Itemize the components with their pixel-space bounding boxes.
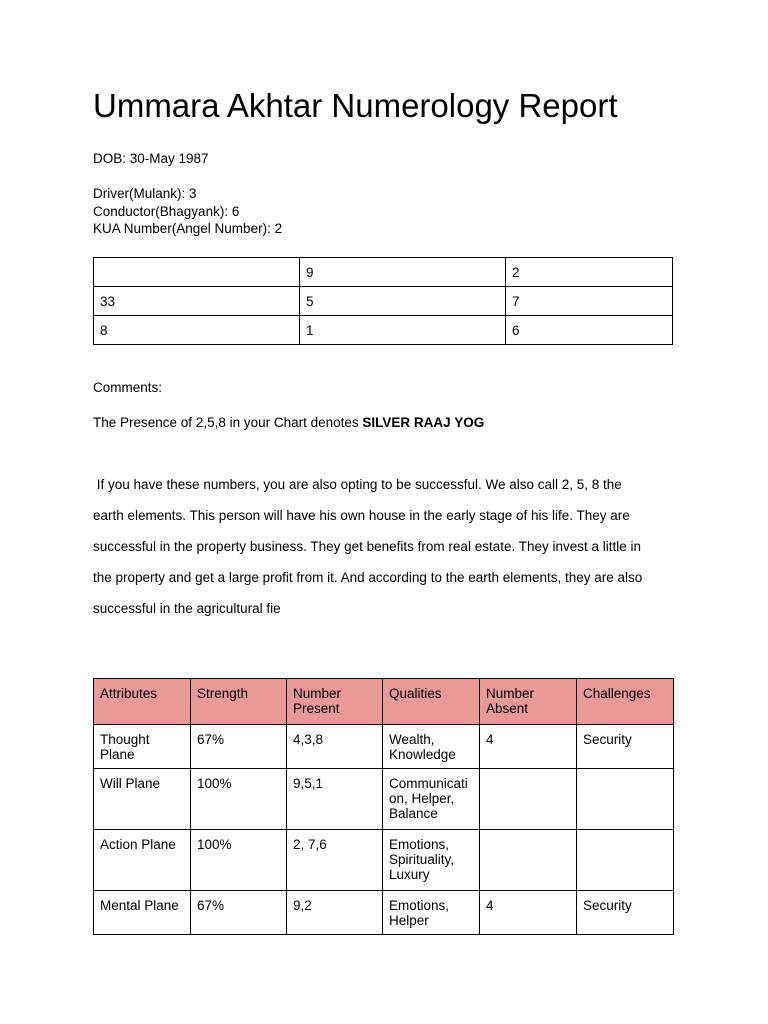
table-row [94, 830, 674, 891]
grid-cell: 1 [300, 316, 506, 345]
planes-table [93, 678, 674, 935]
table-cell: Security [577, 725, 674, 769]
driver-line: Driver(Mulank): 3 [93, 186, 197, 201]
table-cell: 2, 7,6 [287, 830, 383, 891]
presence-text: The Presence of 2,5,8 in your Chart denotes [93, 415, 363, 430]
yog-name: SILVER RAAJ YOG [362, 415, 485, 430]
paragraph-line: successful in the agricultural fie [93, 601, 281, 616]
table-row [94, 725, 674, 769]
header-attributes: Attributes [94, 679, 191, 725]
grid-cell: 8 [94, 316, 300, 345]
header-number-present: Number Present [287, 679, 383, 725]
table-row [94, 891, 674, 935]
grid-cell [94, 258, 300, 287]
table-cell: 9,5,1 [287, 769, 383, 830]
grid-cell: 33 [94, 287, 300, 316]
description-paragraph [93, 475, 673, 630]
grid-row [94, 258, 673, 287]
table-cell: 4 [480, 891, 577, 935]
table-cell: Security [577, 891, 674, 935]
planes-header-row [94, 679, 674, 725]
header-strength: Strength [191, 679, 287, 725]
kua-line: KUA Number(Angel Number): 2 [93, 221, 283, 236]
table-cell [577, 830, 674, 891]
table-cell: Mental Plane [94, 891, 191, 935]
grid-cell: 7 [506, 287, 673, 316]
comments-label: Comments: [93, 380, 163, 395]
table-cell: 4,3,8 [287, 725, 383, 769]
header-qualities: Qualities [383, 679, 480, 725]
table-cell: 4 [480, 725, 577, 769]
numerology-grid [93, 257, 673, 345]
table-cell [480, 769, 577, 830]
presence-line [93, 414, 484, 431]
table-cell: 67% [191, 725, 287, 769]
paragraph-line: earth elements. This person will have his own house in the early stage of his life. They are [93, 508, 630, 523]
table-cell: Will Plane [94, 769, 191, 830]
table-cell: 9,2 [287, 891, 383, 935]
table-row [94, 769, 674, 830]
table-cell: Thought Plane [94, 725, 191, 769]
paragraph-line: the property and get a large profit from it. And according to the earth elements, they are also [93, 570, 643, 585]
grid-cell: 5 [300, 287, 506, 316]
table-cell: Communication, Helper, Balance [383, 769, 480, 830]
table-cell: Emotions, Spirituality, Luxury [383, 830, 480, 891]
dob-line: DOB: 30-May 1987 [93, 151, 209, 166]
paragraph-line: successful in the property business. They get benefits from real estate. They invest a little in [93, 539, 642, 554]
grid-row [94, 287, 673, 316]
grid-cell: 2 [506, 258, 673, 287]
table-cell: 100% [191, 830, 287, 891]
conductor-line: Conductor(Bhagyank): 6 [93, 204, 240, 219]
table-cell [480, 830, 577, 891]
header-number-absent: Number Absent [480, 679, 577, 725]
table-cell: Wealth, Knowledge [383, 725, 480, 769]
grid-cell: 6 [506, 316, 673, 345]
report-title: Ummara Akhtar Numerology Report [93, 87, 618, 124]
grid-row [94, 316, 673, 345]
table-cell [577, 769, 674, 830]
paragraph-line: If you have these numbers, you are also opting to be successful. We also call 2, 5, 8 the [93, 477, 622, 492]
table-cell: 100% [191, 769, 287, 830]
grid-cell: 9 [300, 258, 506, 287]
table-cell: Emotions, Helper [383, 891, 480, 935]
table-cell: 67% [191, 891, 287, 935]
table-cell: Action Plane [94, 830, 191, 891]
header-challenges: Challenges [577, 679, 674, 725]
